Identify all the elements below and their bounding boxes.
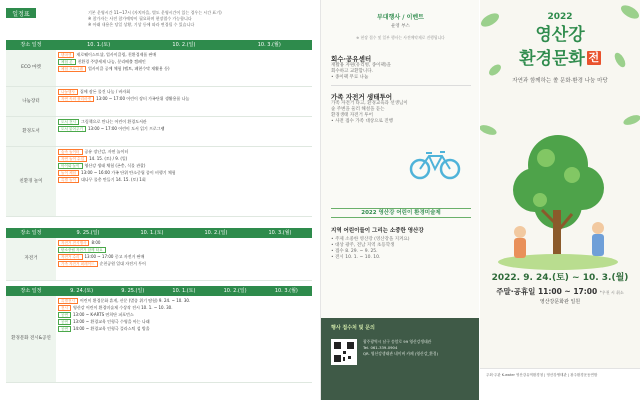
list-item: 자전거 전시행사 8:00 — [58, 240, 310, 246]
contact-address: 광주광역시 남구 송암로 99 영산강생태관 — [363, 339, 432, 344]
list-item: 숲속 놀이터 공유 장난감, 자연 놀이터 — [58, 149, 310, 155]
table1-header-place: 장소 일정 — [6, 40, 56, 50]
schedule-table-3 — [6, 286, 312, 383]
table3-header-d3: 10. 1.(토) — [158, 286, 209, 296]
list-item: 특별전시 어린이 환경문화 휴게, 산문 (멸종 위기 탐험) 9. 24. ~ 10. 30. — [58, 298, 310, 304]
list-item: 체험 프로그램 업사이클 공예 체험 (펠트, 폐현수막 재활용 등) — [58, 66, 310, 72]
exhibition-items — [56, 296, 312, 382]
divider — [331, 85, 471, 86]
schedule-notes — [88, 10, 222, 28]
poster-year: 2022 — [547, 12, 573, 22]
contact-cafe: QR. 영산강생태관 네이버 카페 (영산강_환경) — [363, 351, 439, 356]
list-item: 공연 13:00 ~ K-ARTS 연희단 퍼포먼스 — [58, 312, 310, 318]
contact-title: 행사 접수처 및 문의 — [331, 325, 375, 331]
recycling-line-2: 회수하고 교환합니다. — [331, 69, 373, 74]
poster-title-line1: 영산강 — [535, 25, 585, 45]
art-line-2: • 대상 광주, 전남 지역 초등학생 — [331, 243, 395, 248]
list-item: 공연 13:00 ~ 환경교육 인형극 수영을 아는 나래 — [58, 319, 310, 325]
bike-line-2: 숲 주변을 둘러 해설을 듣는 — [331, 107, 385, 112]
time-text: 주말·공휴일 11:00 ~ 17:00 — [496, 287, 598, 296]
poster-title-line2 — [480, 48, 640, 70]
cat-sharing-market: 나눔장터 — [6, 86, 56, 116]
events-note: ※ 현장 접수 및 일부 행사는 사전예약제로 진행됩니다 — [356, 35, 445, 40]
art-contest-title: 지역 어린이들이 그리는 소중한 영산강 — [331, 228, 424, 234]
events-title: 부대행사 / 이벤트 — [377, 14, 424, 21]
schedule-table-2 — [6, 228, 312, 281]
events-panel — [320, 0, 479, 400]
cat-bicycle: 자전거 — [6, 238, 56, 280]
art-line-1: • 주제 소중한 영산강 (영산강을 지켜요) — [331, 237, 410, 242]
list-item: 나눔행사 집에 잠든 물건 나눔 / 바자회 — [58, 89, 310, 95]
bike-line-3: 환경생태 자전거 투어 — [331, 113, 373, 118]
bike-line-4: • 사전 접수 가족 대상으로 진행 — [331, 119, 393, 124]
poster-venue: 영산강문화관 일원 — [539, 299, 581, 305]
list-item: 자전거 수리 13:00 ~ 17:00 중고 자전거 판매 — [58, 254, 310, 260]
contact-lines — [363, 339, 438, 365]
list-item: 특별 놀이 대나무 물총 만들기 14. 15. (토) 1회 — [58, 177, 310, 183]
art-contest-body — [331, 226, 471, 261]
qr-icon — [334, 342, 354, 362]
qr-code[interactable] — [331, 339, 357, 365]
schedule-panel — [0, 0, 318, 400]
table1-header-day3: 10. 3.(월) — [227, 40, 312, 50]
contact-phone: Tel. 061-339-0904 — [363, 345, 398, 350]
list-item: 도서 읽어주기 13:00 ~ 17:00 어린이 도서 읽기 프로그램 — [58, 126, 310, 132]
list-item: 도서 전시 그림책으로 만나는 어린이 환경도서관 — [58, 119, 310, 125]
art-contest-banner: 2022 영산강 어린이 환경미술제 — [331, 208, 471, 218]
books-items — [56, 116, 312, 146]
note-2: ※ 참가자는 사전 참가예약이 필요하며 현장접수 가능합니다 — [88, 16, 192, 21]
schedule-tag: 일정표 — [6, 8, 36, 18]
table3-header-d5: 10. 3.(월) — [261, 286, 312, 296]
section-recycling-title: 회수·공유센터 — [331, 55, 372, 63]
list-item: 자연 속의 플리마켓 13:00 ~ 17:00 어린이 장터 가족단위 생활용품 나눔 — [58, 96, 310, 102]
table3-header-place: 장소 일정 — [6, 286, 56, 296]
art-line-4: • 전시 10. 1. ~ 10. 10. — [331, 255, 381, 260]
bicycle-items — [56, 238, 312, 280]
note-3: ※ 아래 내용은 당일 상황, 기상 등에 따라 변경될 수 있습니다 — [88, 22, 195, 27]
poster-title-text: 환경문화 — [519, 49, 585, 69]
table3-header-d4: 10. 2.(일) — [210, 286, 261, 296]
table2-header-place: 장소 일정 — [6, 228, 56, 238]
list-item: 체험 존 친환경 주방세제 나눔, 분리배출 캠페인 — [58, 59, 310, 65]
section-bike-tour-title: 가족 자전거 생태투어 — [331, 93, 393, 101]
sharing-items — [56, 86, 312, 116]
bicycle-icon — [409, 148, 461, 180]
cat-books: 환경도서 — [6, 116, 56, 146]
poster-cover — [480, 0, 640, 400]
events-body — [331, 48, 471, 125]
events-subtitle: 운영 부스 — [391, 24, 410, 29]
contact-row — [331, 339, 470, 365]
table2-header-d1: 9. 25.(일) — [56, 228, 120, 238]
cat-eco-play: 친환경 놀이 — [6, 146, 56, 216]
table2-header-d4: 10. 3.(월) — [248, 228, 312, 238]
eco-play-items — [56, 146, 312, 216]
title-badge: 전 — [588, 51, 600, 64]
table2-header-d3: 10. 2.(일) — [184, 228, 248, 238]
list-item: 전시 영산강 어린이 환경미술제 수상작 전시 10. 1. ~ 10. 30. — [58, 305, 310, 311]
cat-eco-market: ECO 마켓 — [6, 50, 56, 86]
list-item: 텐마켓 제로웨이스트샵, 업사이클링, 친환경제품 판매 — [58, 52, 310, 58]
list-item: 놀이 체험 13:00 ~ 16:00 가족 단위 탄소중립 종이 비행기 체험 — [58, 170, 310, 176]
recycling-line-1: 재활용 자원(유리병, 종이팩)을 — [331, 63, 391, 68]
list-item: 아이와 놀이 영산강 생태 체험 (곤충, 식물 관찰) — [58, 163, 310, 169]
art-line-3: • 접수 8. 29. ~ 9. 25. — [331, 249, 378, 254]
poster-slogan: 자연과 함께하는 쏠 문화·환경 나눔 마당 — [512, 78, 608, 84]
events-header — [321, 12, 479, 41]
schedule-table-1 — [6, 40, 312, 217]
poster-time — [480, 286, 640, 297]
list-item: 가족 자전거 퍼레이드 순천공원 일대 자전거 투어 — [58, 261, 310, 267]
table3-header-d1: 9. 24.(토) — [56, 286, 107, 296]
table3-header-d2: 9. 25.(일) — [107, 286, 158, 296]
eco-market-items — [56, 50, 312, 86]
host-logos: 주최·주관 K-water 영산강유역환경청 | 영산강생태관 | 광주환경운동연합 — [480, 368, 640, 400]
list-item: 탄소중립 자전거 함께 타요 — [58, 247, 310, 253]
list-item: 자연 놀이 수업 14. 15. (토) / 9. (일) — [58, 156, 310, 162]
bike-line-1: 가족 자전거 타고, 환경교육과 선생님이 — [331, 101, 408, 106]
cat-exhibition: 환경문화 전시&공연 — [6, 296, 56, 382]
table2-header-d2: 10. 1.(토) — [120, 228, 184, 238]
time-note: *우천 시 취소 — [599, 290, 624, 295]
poster-date: 2022. 9. 24.(토) ~ 10. 3.(월) — [491, 273, 629, 283]
table1-header-day2: 10. 2.(일) — [141, 40, 226, 50]
contact-box — [321, 318, 479, 400]
list-item: 공연 14:00 ~ 환경교육 인형극 플라스틱 섬 방울 — [58, 326, 310, 332]
note-1: 기본 운영시간 11~17시 (자치마을, 별도 운영시간이 있는 경우는 시간 표기) — [88, 10, 222, 15]
recycling-line-3: • 종이팩 무료 나눔 — [331, 75, 369, 80]
table1-header-day1: 10. 1.(토) — [56, 40, 141, 50]
